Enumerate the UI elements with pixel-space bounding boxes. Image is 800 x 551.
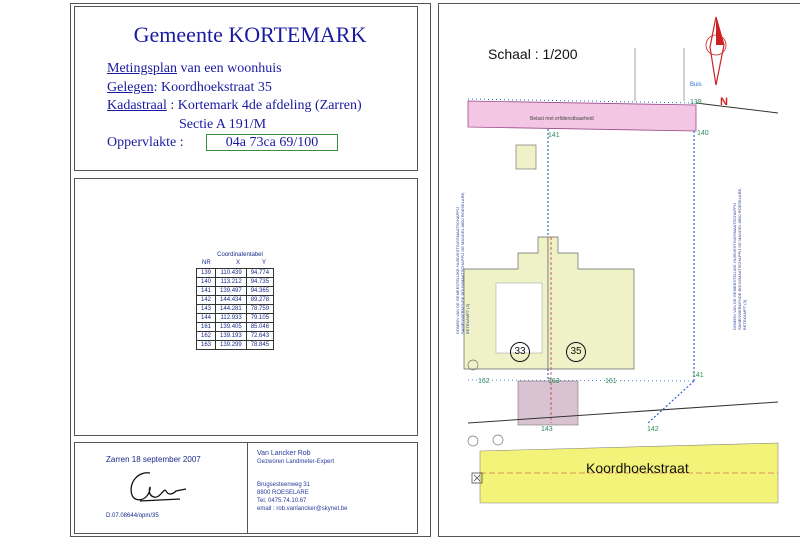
coord-y: 79.105 — [246, 314, 273, 323]
coord-y: 94.365 — [246, 287, 273, 296]
coord-y: 89.278 — [246, 296, 273, 305]
coord-y: 94.774 — [246, 269, 273, 278]
tree — [468, 436, 478, 446]
left-owner-label: DOMEIN VAN DE GEMEESTELIJKE HUISVESTINGSMAATSCHAPPIJ SAMENWERKENDE BOUWMAATSCHAPPIJ DE MANDEL 8800 ROESELARE, BETEKAMPT (3) — [455, 191, 470, 334]
coord-x: 139.193 — [216, 332, 247, 341]
coordinate-row — [197, 287, 274, 296]
coord-header-y: Y — [262, 260, 267, 266]
servitude-label: Belast met erfdienstbaarheid — [530, 116, 594, 122]
phone: Tel. 0475.74.10.67 — [257, 498, 307, 504]
lot-line-corner — [648, 381, 694, 423]
coord-x: 144.434 — [216, 296, 247, 305]
date-place: Zarren 18 september 2007 — [106, 455, 201, 464]
coord-y: 72.643 — [246, 332, 273, 341]
location-value: : Koordhoekstraat 35 — [153, 80, 272, 95]
north-road-line — [696, 103, 778, 113]
coord-x: 144.281 — [216, 305, 247, 314]
coord-y: 94.735 — [246, 278, 273, 287]
section-line: Sectie A 191/M — [179, 117, 267, 132]
coord-x: 139.405 — [216, 323, 247, 332]
house-number-33: 33 — [510, 342, 530, 362]
coordinates-table — [196, 268, 274, 350]
municipality-title: Gemeente KORTEMARK — [133, 22, 367, 47]
coordinate-row — [197, 296, 274, 305]
right-owner-label: DOMEIN VAN DE GEMEESTELIJKE HUISVESTINGSMAATSCHAPPIJ SAMENWERKENDE BOUWMAATSCHAPPIJ DE MANDEL 8800 ROESELARE, BETEKAMPT (3) — [732, 187, 747, 330]
point-162: 162 — [478, 378, 490, 385]
coordinate-row — [197, 323, 274, 332]
location-line — [107, 79, 272, 97]
cadastre-value: : Kortemark 4de afdeling (Zarren) — [170, 98, 362, 113]
point-139: 139 — [690, 99, 702, 106]
email: email : rob.vanlancker@skynet.be — [257, 506, 348, 512]
coordinate-row — [197, 332, 274, 341]
surveyor-title: Gezworen Landmeter-Expert — [257, 459, 335, 465]
coordinates-title: Coordinatentabel — [217, 252, 263, 258]
address-city: 8800 ROESELARE — [257, 490, 309, 496]
point-161: 161 — [605, 378, 617, 385]
point-163: 163 — [548, 378, 560, 385]
coord-nr: 144 — [197, 314, 216, 323]
north-label: N — [720, 96, 728, 108]
coord-nr: 139 — [197, 269, 216, 278]
driveway — [518, 381, 578, 425]
area-value: 04a 73ca 69/100 — [206, 134, 338, 151]
coord-nr: 140 — [197, 278, 216, 287]
coord-nr: 142 — [197, 296, 216, 305]
plan-type-value: van een woonhuis — [180, 61, 282, 76]
cadastre-label: Kadastraal — [107, 98, 167, 113]
house-35-footprint — [548, 237, 634, 369]
coordinate-row — [197, 305, 274, 314]
coord-y: 78.845 — [246, 341, 273, 350]
coord-x: 113.212 — [216, 278, 247, 287]
shed — [516, 145, 536, 169]
tree — [493, 435, 503, 445]
path-label: Buis — [690, 82, 702, 88]
signature — [120, 465, 190, 507]
coord-nr: 141 — [197, 287, 216, 296]
address-street: Brugsesteenweg 31 — [257, 482, 311, 488]
coord-header-x: X — [236, 260, 241, 266]
coord-nr: 143 — [197, 305, 216, 314]
surveyor-name: Van Lancker Rob — [257, 450, 311, 457]
street-edge-top — [468, 402, 778, 423]
coordinate-row — [197, 278, 274, 287]
coord-nr: 162 — [197, 332, 216, 341]
plan-type-label: Metingsplan — [107, 61, 177, 76]
plan-type-line — [107, 60, 282, 78]
point-140: 140 — [697, 130, 709, 137]
site-plan — [438, 3, 800, 537]
coordinate-row — [197, 341, 274, 350]
point-141-right: 141 — [692, 372, 704, 379]
coord-y: 78.759 — [246, 305, 273, 314]
coord-nr: 161 — [197, 323, 216, 332]
point-142: 142 — [647, 426, 659, 433]
cadastre-line — [107, 97, 362, 115]
scale-label: Schaal : 1/200 — [488, 46, 578, 62]
coordinate-row — [197, 314, 274, 323]
coord-y: 85.046 — [246, 323, 273, 332]
coord-header-nr: NR — [202, 260, 211, 266]
reference: D.07.08644/opm/35 — [106, 513, 159, 519]
house-number-35: 35 — [566, 342, 586, 362]
location-label: Gelegen — [107, 80, 154, 95]
street-name: Koordhoekstraat — [586, 460, 689, 476]
coord-x: 139.299 — [216, 341, 247, 350]
point-141-top: 141 — [548, 132, 560, 139]
coord-nr: 163 — [197, 341, 216, 350]
coordinate-row — [197, 269, 274, 278]
coord-x: 139.497 — [216, 287, 247, 296]
area-label: Oppervlakte : — [107, 135, 184, 150]
lot-line-front — [468, 380, 694, 381]
point-143: 143 — [541, 426, 553, 433]
coord-x: 110.439 — [216, 269, 247, 278]
coord-x: 112.933 — [216, 314, 247, 323]
